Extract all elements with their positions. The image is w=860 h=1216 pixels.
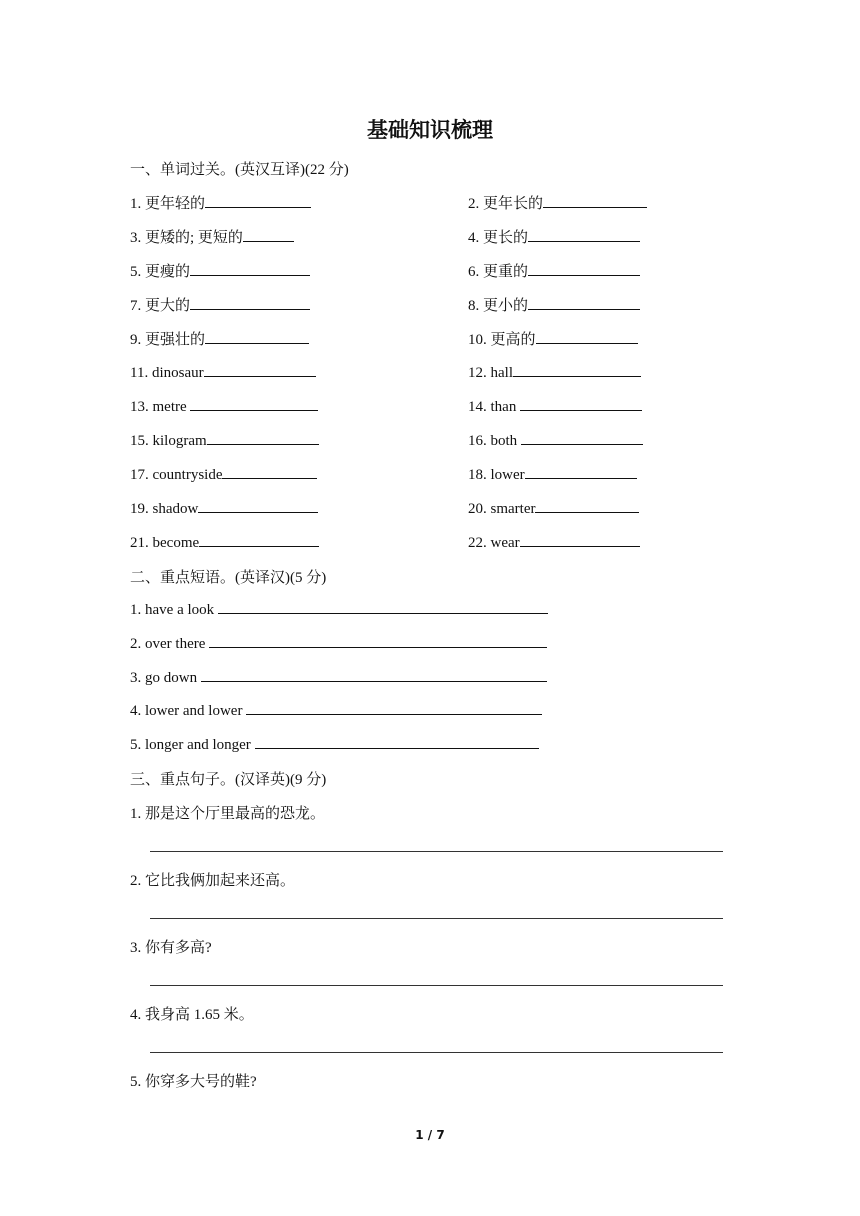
answer-blank[interactable] bbox=[243, 227, 294, 242]
vocab-item: 9. 更强壮的 bbox=[130, 332, 206, 348]
vocab-row bbox=[130, 396, 521, 416]
answer-blank[interactable] bbox=[204, 362, 316, 377]
vocab-item: 1. 更年轻的 bbox=[130, 196, 206, 212]
answer-line[interactable] bbox=[150, 918, 723, 919]
answer-blank[interactable] bbox=[513, 362, 641, 377]
vocab-item: 4. 更长的 bbox=[468, 230, 529, 246]
vocab-row bbox=[130, 362, 513, 382]
vocab-row bbox=[130, 328, 536, 349]
page-title: 基础知识梳理 bbox=[367, 118, 493, 142]
sentence-prompt: 1. 那是这个厅里最高的恐龙。 bbox=[130, 806, 326, 822]
answer-blank[interactable] bbox=[205, 193, 311, 208]
answer-blank[interactable] bbox=[199, 532, 319, 547]
vocab-item: 19. shadow bbox=[130, 501, 199, 517]
answer-blank[interactable] bbox=[198, 498, 318, 513]
vocab-item: 16. both bbox=[468, 433, 521, 449]
answer-blank[interactable] bbox=[536, 329, 638, 344]
phrase-item: 1. have a look bbox=[130, 602, 218, 618]
phrase-item: 5. longer and longer bbox=[130, 737, 255, 753]
answer-blank[interactable] bbox=[207, 430, 319, 445]
vocab-item: 3. 更矮的; 更短的 bbox=[130, 230, 243, 246]
answer-blank[interactable] bbox=[255, 734, 539, 749]
answer-blank[interactable] bbox=[246, 700, 542, 715]
phrase-item: 4. lower and lower bbox=[130, 703, 247, 719]
answer-blank[interactable] bbox=[528, 261, 640, 276]
vocab-item: 17. countryside bbox=[130, 467, 223, 483]
sentence-prompt: 5. 你穿多大号的鞋? bbox=[130, 1074, 257, 1090]
vocab-row bbox=[130, 226, 529, 247]
phrase-row bbox=[130, 667, 547, 687]
answer-line[interactable] bbox=[150, 851, 723, 852]
phrase-row bbox=[130, 700, 542, 720]
sentence-prompt: 3. 你有多高? bbox=[130, 940, 212, 956]
vocab-row bbox=[130, 260, 529, 281]
answer-blank[interactable] bbox=[528, 227, 640, 242]
sentence-prompt: 2. 它比我俩加起来还高。 bbox=[130, 873, 296, 889]
vocab-item: 8. 更小的 bbox=[468, 298, 529, 314]
vocab-item: 15. kilogram bbox=[130, 433, 207, 449]
phrase-row bbox=[130, 599, 548, 619]
answer-blank[interactable] bbox=[543, 193, 647, 208]
section-heading-phrases: 二、重点短语。(英译汉)(5 分) bbox=[130, 570, 327, 586]
vocab-item: 18. lower bbox=[468, 467, 525, 483]
answer-blank[interactable] bbox=[525, 464, 637, 479]
page-number: 1 / 7 bbox=[415, 1128, 445, 1142]
answer-blank[interactable] bbox=[521, 430, 643, 445]
answer-blank[interactable] bbox=[535, 498, 639, 513]
answer-blank[interactable] bbox=[190, 295, 310, 310]
answer-blank[interactable] bbox=[218, 599, 548, 614]
answer-line[interactable] bbox=[150, 1052, 723, 1053]
vocab-row bbox=[130, 532, 520, 552]
section-heading-sentences: 三、重点句子。(汉译英)(9 分) bbox=[130, 772, 327, 788]
phrase-row bbox=[130, 633, 547, 653]
answer-line[interactable] bbox=[150, 985, 723, 986]
phrase-item: 2. over there bbox=[130, 636, 210, 652]
answer-blank[interactable] bbox=[520, 396, 642, 411]
answer-blank[interactable] bbox=[528, 295, 640, 310]
vocab-item: 14. than bbox=[468, 399, 521, 415]
answer-blank[interactable] bbox=[190, 396, 318, 411]
vocab-row bbox=[130, 294, 529, 315]
vocab-item: 12. hall bbox=[468, 365, 513, 381]
vocab-item: 11. dinosaur bbox=[130, 365, 204, 381]
sentence-prompt: 4. 我身高 1.65 米。 bbox=[130, 1007, 254, 1023]
answer-blank[interactable] bbox=[190, 261, 310, 276]
vocab-item: 2. 更年长的 bbox=[468, 196, 544, 212]
vocab-item: 21. become bbox=[130, 535, 200, 551]
answer-blank[interactable] bbox=[222, 464, 317, 479]
answer-blank[interactable] bbox=[205, 329, 309, 344]
vocab-item: 5. 更瘦的 bbox=[130, 264, 191, 280]
vocab-row bbox=[130, 430, 521, 450]
vocab-item: 10. 更高的 bbox=[468, 332, 536, 348]
vocab-row bbox=[130, 192, 544, 213]
section-heading-vocabulary: 一、单词过关。(英汉互译)(22 分) bbox=[130, 162, 349, 178]
answer-blank[interactable] bbox=[520, 532, 640, 547]
vocab-item: 7. 更大的 bbox=[130, 298, 191, 314]
vocab-item: 20. smarter bbox=[468, 501, 536, 517]
answer-blank[interactable] bbox=[201, 667, 547, 682]
vocab-row bbox=[130, 498, 536, 518]
vocab-row bbox=[130, 464, 525, 484]
answer-blank[interactable] bbox=[209, 633, 547, 648]
phrase-row bbox=[130, 734, 539, 754]
phrase-item: 3. go down bbox=[130, 670, 201, 686]
vocab-item: 22. wear bbox=[468, 535, 520, 551]
vocab-item: 13. metre bbox=[130, 399, 191, 415]
vocab-item: 6. 更重的 bbox=[468, 264, 529, 280]
